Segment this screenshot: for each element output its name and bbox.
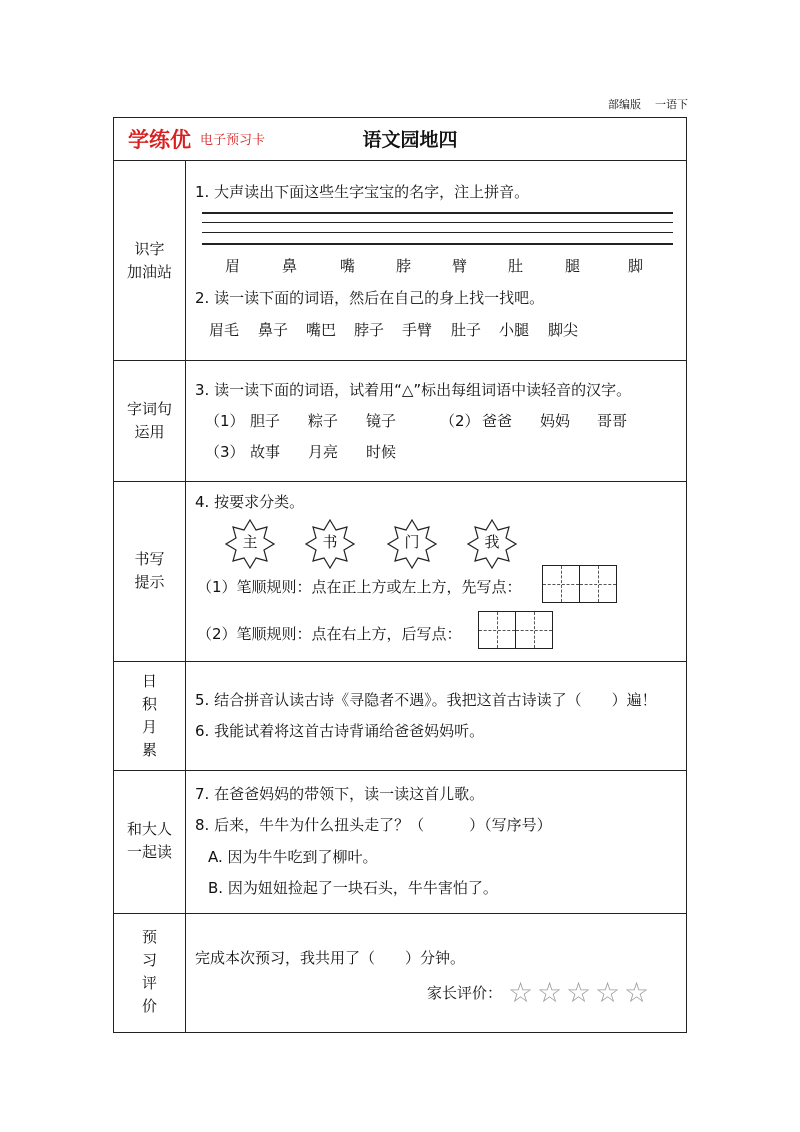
category-writing <box>114 548 185 594</box>
category-line: 书写 <box>134 550 165 568</box>
char-badge[interactable] <box>305 519 355 569</box>
writing-grid-box[interactable] <box>478 611 516 649</box>
question-1: 1. 大声读出下面这些生字宝宝的名字，注上拼音。 <box>195 183 530 201</box>
stroke-rule-1: （1）笔顺规则：点在正上方或左上方，先写点： <box>197 578 522 596</box>
char-item: 肚 <box>508 257 524 275</box>
preview-time-text: 完成本次预习，我共用了（ ）分钟。 <box>195 949 466 967</box>
badge-char: 我 <box>484 533 500 551</box>
question-4: 4. 按要求分类。 <box>195 493 305 511</box>
card-type-label: 电子预习卡 <box>200 133 266 148</box>
category-accumulate <box>114 670 185 762</box>
body-word: 手臂 <box>402 321 433 339</box>
group-label: （3） <box>205 443 245 461</box>
grade-text: 一语下 <box>655 98 688 111</box>
neutral-tone-word: 故事 <box>250 443 281 461</box>
row-divider <box>113 481 687 482</box>
category-line: 和大人 <box>126 820 172 838</box>
category-reading <box>114 818 185 864</box>
category-evaluation <box>114 926 185 1018</box>
rating-star-icon[interactable]: ☆ <box>566 976 592 1009</box>
writing-grid-box[interactable] <box>579 565 617 603</box>
neutral-tone-word: 时候 <box>366 443 397 461</box>
rating-star-icon[interactable]: ☆ <box>508 976 534 1009</box>
neutral-tone-word: 胆子 <box>250 412 281 430</box>
group-label: （1） <box>205 412 245 430</box>
pinyin-line <box>202 222 673 223</box>
writing-grid-box[interactable] <box>542 565 580 603</box>
char-item: 腿 <box>565 257 581 275</box>
category-column-divider <box>185 160 186 1032</box>
neutral-tone-word: 哥哥 <box>597 412 628 430</box>
char-item: 眉 <box>225 257 241 275</box>
edition-label <box>608 98 688 112</box>
body-word: 脖子 <box>354 321 385 339</box>
category-line: 月 <box>141 718 157 736</box>
rating-star-icon[interactable]: ☆ <box>624 976 650 1009</box>
category-line: 日 <box>141 672 157 690</box>
body-word: 嘴巴 <box>306 321 337 339</box>
pinyin-line <box>202 232 673 233</box>
category-line: 预 <box>141 928 157 946</box>
question-6: 6. 我能试着将这首古诗背诵给爸爸妈妈听。 <box>195 722 485 740</box>
body-word: 肚子 <box>451 321 482 339</box>
neutral-tone-word: 爸爸 <box>482 412 513 430</box>
option-a: A. 因为牛牛吃到了柳叶。 <box>208 848 378 866</box>
char-badge[interactable] <box>225 519 275 569</box>
question-2: 2. 读一读下面的词语，然后在自己的身上找一找吧。 <box>195 289 545 307</box>
neutral-tone-word: 月亮 <box>308 443 339 461</box>
rating-star-icon[interactable]: ☆ <box>537 976 563 1009</box>
char-badge[interactable] <box>387 519 437 569</box>
stroke-rule-2: （2）笔顺规则：点在右上方，后写点： <box>197 625 462 643</box>
category-line: 累 <box>141 741 157 759</box>
unit-title: 语文园地四 <box>362 129 458 151</box>
body-word: 小腿 <box>499 321 530 339</box>
category-line: 积 <box>141 695 157 713</box>
category-line: 字词句 <box>126 400 172 418</box>
row-divider <box>113 913 687 914</box>
char-item: 臂 <box>452 257 468 275</box>
rating-star-icon[interactable]: ☆ <box>595 976 621 1009</box>
question-5: 5. 结合拼音认读古诗《寻隐者不遇》。我把这首古诗读了（ ）遍！ <box>195 691 657 709</box>
table-top-border <box>113 117 687 118</box>
table-bottom-border <box>113 1032 687 1033</box>
badge-char: 门 <box>404 533 420 551</box>
pinyin-line <box>202 212 673 214</box>
category-line: 习 <box>141 951 157 969</box>
char-item: 嘴 <box>340 257 356 275</box>
neutral-tone-word: 镜子 <box>366 412 397 430</box>
option-b: B. 因为妞妞捡起了一块石头，牛牛害怕了。 <box>208 879 498 897</box>
group-label: （2） <box>440 412 480 430</box>
row-divider <box>113 770 687 771</box>
brand-logo: 学练优 <box>128 128 191 152</box>
char-item: 脖 <box>396 257 412 275</box>
table-right-border <box>686 117 687 1032</box>
question-3: 3. 读一读下面的词语，试着用“△”标出每组词语中读轻音的汉字。 <box>195 381 632 399</box>
category-line: 价 <box>141 997 157 1015</box>
edition-text: 部编版 <box>608 98 641 111</box>
row-divider <box>113 661 687 662</box>
category-line: 提示 <box>134 573 165 591</box>
parent-rating-label: 家长评价： <box>427 984 503 1002</box>
question-7: 7. 在爸爸妈妈的带领下，读一读这首儿歌。 <box>195 785 485 803</box>
neutral-tone-word: 粽子 <box>308 412 339 430</box>
row-divider <box>113 360 687 361</box>
category-usage <box>114 398 185 444</box>
pinyin-line <box>202 243 673 245</box>
body-word: 眉毛 <box>209 321 240 339</box>
body-word: 脚尖 <box>548 321 579 339</box>
writing-grid-box[interactable] <box>515 611 553 649</box>
category-line: 一起读 <box>126 843 172 861</box>
category-line: 运用 <box>134 423 165 441</box>
title-row-divider <box>113 160 687 161</box>
badge-char: 主 <box>242 533 258 551</box>
category-line: 加油站 <box>126 263 172 281</box>
category-line: 识字 <box>134 240 165 258</box>
neutral-tone-word: 妈妈 <box>540 412 571 430</box>
char-badge[interactable] <box>467 519 517 569</box>
category-line: 评 <box>141 974 157 992</box>
category-literacy <box>114 238 185 284</box>
badge-char: 书 <box>322 533 338 551</box>
char-item: 脚 <box>628 257 644 275</box>
body-word: 鼻子 <box>258 321 289 339</box>
char-item: 鼻 <box>282 257 298 275</box>
question-8: 8. 后来，牛牛为什么扭头走了？（ ）（写序号） <box>195 816 552 834</box>
